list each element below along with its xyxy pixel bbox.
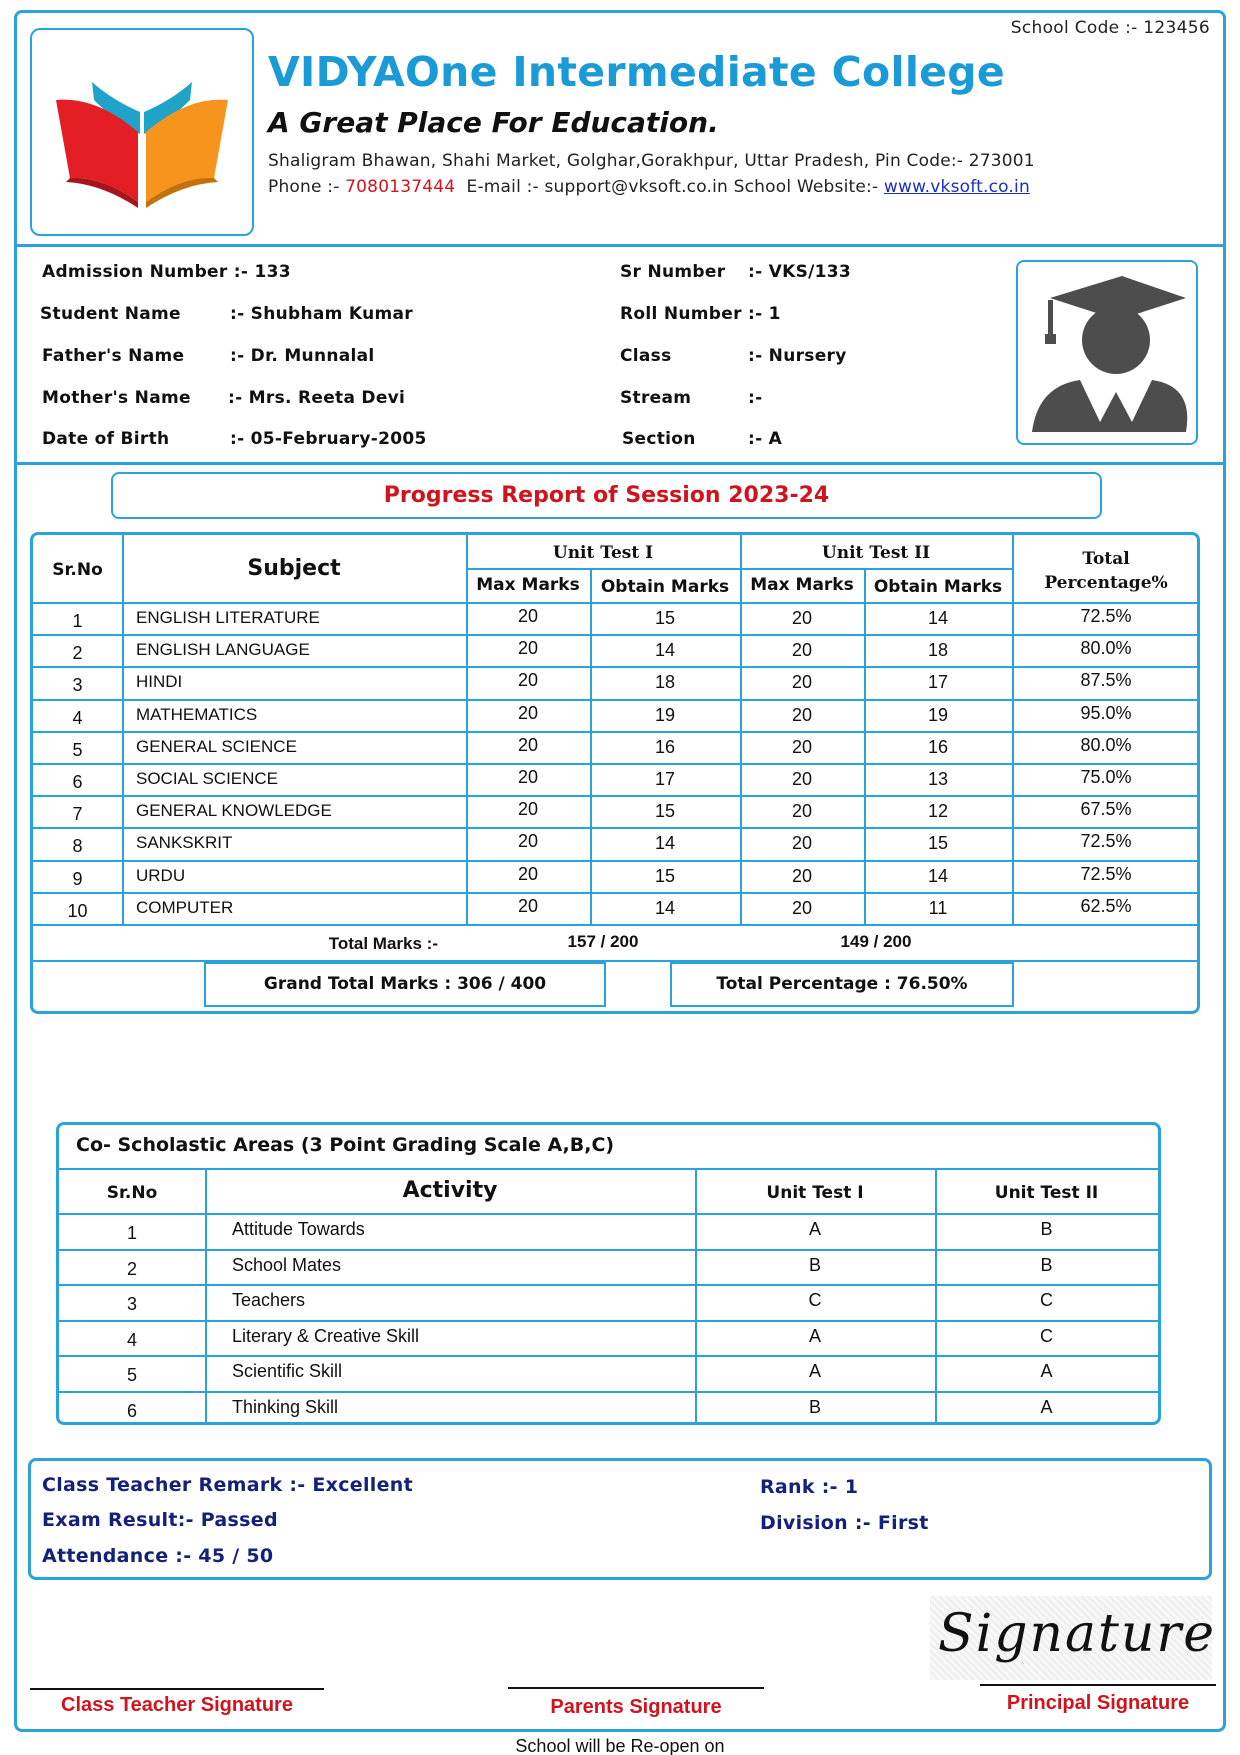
row-percentage: 67.5% [1080, 799, 1132, 820]
phone-number: 7080137444 [345, 177, 456, 197]
table-column-line [122, 535, 124, 924]
section-value: :- A [748, 429, 783, 449]
row-subject: GENERAL KNOWLEDGE [136, 801, 332, 821]
row-srno: 3 [72, 675, 83, 696]
table-header-split-line [466, 568, 1012, 570]
row-ut1-max: 20 [517, 606, 539, 626]
sr-number-value: :- VKS/133 [748, 262, 852, 282]
marks-table [30, 532, 1200, 1014]
header-unit-test-2: Unit Test II [821, 543, 931, 563]
row-ut2-max: 20 [791, 801, 813, 822]
co-row-ut2: A [1040, 1361, 1053, 1382]
table-row-line [33, 666, 1197, 668]
co-row-srno: 5 [126, 1365, 137, 1386]
row-subject: MATHEMATICS [136, 704, 258, 724]
co-header-line [59, 1213, 1158, 1215]
row-subject: HINDI [136, 672, 183, 692]
row-ut1-obtain: 17 [654, 769, 676, 789]
mother-name-value: :- Mrs. Reeta Devi [228, 388, 406, 408]
row-ut1-obtain: 14 [654, 640, 676, 661]
co-row-srno: 3 [126, 1294, 137, 1315]
co-row-activity: Attitude Towards [232, 1219, 365, 1239]
row-ut1-max: 20 [517, 702, 539, 723]
co-row-activity: Teachers [232, 1290, 306, 1311]
co-row-ut1: B [808, 1254, 821, 1275]
row-srno: 1 [72, 611, 83, 631]
dob-value: :- 05-February-2005 [230, 429, 427, 449]
row-srno: 4 [72, 707, 83, 728]
table-row-line [33, 731, 1197, 733]
row-ut2-obtain: 14 [927, 608, 949, 628]
section-label: Section [622, 429, 696, 449]
row-srno: 7 [72, 804, 83, 825]
roll-number: Roll Number :- 1 [620, 304, 781, 324]
row-subject: SANKSKRIT [136, 833, 233, 853]
parents-signature-label: Parents Signature [550, 1696, 722, 1718]
student-photo [1016, 260, 1198, 445]
table-row-line [33, 892, 1197, 894]
co-row-ut2: B [1040, 1254, 1053, 1275]
co-row-activity: Thinking Skill [232, 1397, 339, 1417]
row-ut1-obtain: 15 [654, 865, 676, 886]
row-ut2-obtain: 16 [927, 736, 949, 757]
header-total-line1: Total [1082, 549, 1130, 569]
teacher-remark: Class Teacher Remark :- Excellent [42, 1474, 413, 1496]
co-row-ut2: A [1040, 1397, 1053, 1417]
row-ut2-max: 20 [791, 672, 813, 693]
school-address: Shaligram Bhawan, Shahi Market, Golghar,Gorakhpur, Uttar Pradesh, Pin Code:- 273001 [268, 151, 1035, 171]
row-ut2-obtain: 18 [927, 640, 949, 661]
co-row-activity: Scientific Skill [232, 1361, 343, 1382]
row-srno: 5 [72, 739, 83, 760]
row-ut1-max: 20 [517, 895, 539, 916]
table-row-line [33, 763, 1197, 765]
dob-label: Date of Birth [42, 429, 170, 449]
row-ut1-max: 20 [517, 734, 539, 755]
total-marks-label: Total Marks :- [328, 934, 438, 953]
row-percentage: 80.0% [1080, 638, 1132, 659]
table-row-line [33, 699, 1197, 701]
principal-signature-line [980, 1684, 1216, 1686]
co-row-line [59, 1284, 1158, 1286]
row-ut1-max: 20 [517, 638, 539, 659]
header-ut2-obtain: Obtain Marks [873, 577, 1003, 597]
rank: Rank :- 1 [760, 1476, 859, 1498]
school-logo [30, 28, 254, 236]
row-percentage: 72.5% [1080, 606, 1132, 626]
table-header-bottom-line [33, 602, 1197, 604]
header-ut2-max: Max Marks [750, 575, 854, 595]
co-row-ut1: A [808, 1325, 821, 1346]
row-ut2-obtain: 11 [928, 897, 948, 918]
header-divider [14, 244, 1226, 247]
row-percentage: 72.5% [1080, 863, 1132, 884]
row-subject: ENGLISH LITERATURE [136, 608, 320, 627]
row-ut1-obtain: 19 [654, 704, 676, 725]
row-ut2-max: 20 [791, 608, 813, 628]
row-srno: 9 [72, 868, 83, 889]
signature-handwriting: Signature [938, 1604, 1217, 1664]
row-percentage: 75.0% [1080, 767, 1132, 787]
header-srno: Sr.No [52, 560, 103, 580]
table-row-line [33, 827, 1197, 829]
co-header-activity: Activity [402, 1178, 498, 1203]
co-row-line [59, 1391, 1158, 1393]
co-column-line [205, 1168, 207, 1422]
header-ut1-obtain: Obtain Marks [600, 577, 730, 597]
row-percentage: 80.0% [1080, 734, 1132, 755]
school-contact [268, 177, 1030, 197]
row-srno: 2 [72, 643, 83, 664]
school-tagline: A Great Place For Education. [268, 106, 719, 139]
row-ut1-obtain: 16 [654, 736, 676, 757]
principal-signature-image [930, 1596, 1217, 1680]
class-teacher-signature-label: Class Teacher Signature [61, 1694, 293, 1716]
parents-signature-line [508, 1687, 764, 1689]
row-ut1-obtain: 14 [654, 833, 676, 854]
class-label: Class [620, 346, 672, 366]
reopen-note: School will be Re-open on [515, 1736, 725, 1755]
row-ut2-max: 20 [791, 640, 813, 661]
co-row-ut1: B [808, 1397, 821, 1417]
class-teacher-signature-line [30, 1688, 324, 1690]
row-percentage: 62.5% [1080, 895, 1132, 916]
row-ut2-max: 20 [791, 897, 813, 918]
email-and-website-label: E-mail :- support@vksoft.co.in School Website:- [455, 177, 884, 197]
row-ut1-max: 20 [517, 863, 539, 884]
row-percentage: 87.5% [1080, 670, 1132, 691]
row-subject: URDU [136, 865, 186, 885]
book-logo-icon [32, 30, 252, 234]
row-ut2-obtain: 14 [927, 865, 949, 886]
row-subject: COMPUTER [136, 897, 234, 917]
co-header-ut2: Unit Test II [994, 1183, 1099, 1203]
grand-total-marks: Grand Total Marks : 306 / 400 [204, 962, 606, 1007]
principal-signature-label: Principal Signature [1006, 1692, 1190, 1714]
row-ut2-obtain: 12 [927, 801, 949, 822]
row-ut1-max: 20 [517, 670, 539, 691]
row-ut1-obtain: 15 [654, 608, 676, 628]
row-ut2-max: 20 [791, 833, 813, 854]
header-total-line2: Percentage% [1044, 573, 1168, 593]
sr-number-label: Sr Number [620, 262, 726, 282]
header-unit-test-1: Unit Test I [552, 543, 654, 563]
co-header-srno: Sr.No [106, 1183, 158, 1203]
co-row-line [59, 1355, 1158, 1357]
row-ut1-obtain: 18 [654, 672, 676, 693]
row-ut1-max: 20 [517, 831, 539, 852]
class-value: :- Nursery [748, 346, 847, 366]
student-info-divider [14, 462, 1226, 465]
row-ut1-max: 20 [517, 767, 539, 787]
row-subject: GENERAL SCIENCE [136, 736, 297, 756]
co-row-ut2: B [1040, 1219, 1053, 1239]
row-ut2-obtain: 17 [927, 672, 949, 693]
row-ut1-obtain: 15 [654, 801, 676, 822]
header-ut1-max: Max Marks [476, 575, 580, 595]
row-srno: 8 [72, 836, 83, 857]
co-header-ut1: Unit Test I [766, 1183, 864, 1203]
student-name-label: Student Name [40, 304, 181, 324]
father-name-value: :- Dr. Munnalal [230, 346, 375, 366]
co-row-line [59, 1249, 1158, 1251]
attendance: Attendance :- 45 / 50 [42, 1545, 274, 1567]
table-row-line [33, 795, 1197, 797]
ut2-total: 149 / 200 [840, 932, 912, 951]
co-row-srno: 2 [126, 1258, 137, 1279]
row-srno: 10 [67, 900, 88, 921]
co-row-ut2: C [1040, 1325, 1053, 1346]
total-percentage: Total Percentage : 76.50% [670, 962, 1014, 1007]
row-ut2-obtain: 15 [927, 833, 949, 854]
header-subject: Subject [247, 556, 341, 581]
row-percentage: 72.5% [1080, 831, 1132, 852]
table-row-line [33, 860, 1197, 862]
session-title: Progress Report of Session 2023-24 [111, 472, 1102, 519]
co-title-line [59, 1168, 1158, 1170]
co-row-line [59, 1320, 1158, 1322]
co-row-ut1: A [808, 1219, 821, 1239]
row-ut2-max: 20 [791, 769, 813, 789]
co-row-srno: 6 [126, 1401, 137, 1421]
row-ut1-obtain: 14 [654, 897, 676, 918]
row-subject: SOCIAL SCIENCE [136, 769, 279, 788]
co-row-activity: Literary & Creative Skill [232, 1325, 420, 1346]
row-srno: 6 [72, 772, 83, 792]
school-code: School Code :- 123456 [1010, 18, 1210, 38]
co-scholastic-table [56, 1122, 1161, 1425]
row-subject: ENGLISH LANGUAGE [136, 640, 310, 660]
table-row-line [33, 634, 1197, 636]
co-row-srno: 1 [126, 1223, 137, 1243]
row-ut2-obtain: 19 [927, 704, 949, 725]
row-ut2-obtain: 13 [927, 769, 949, 789]
father-name-label: Father's Name [42, 346, 185, 366]
admission-number: Admission Number :- 133 [42, 262, 291, 282]
division: Division :- First [760, 1512, 929, 1534]
co-row-ut1: A [808, 1361, 821, 1382]
graduate-avatar-icon [1018, 262, 1196, 443]
co-scholastic-title: Co- Scholastic Areas (3 Point Grading Scale A,B,C) [76, 1134, 615, 1156]
mother-name-label: Mother's Name [42, 388, 191, 408]
row-ut2-max: 20 [791, 865, 813, 886]
row-ut2-max: 20 [791, 704, 813, 725]
phone-label: Phone :- [268, 177, 346, 197]
ut1-total: 157 / 200 [567, 932, 639, 951]
row-percentage: 95.0% [1080, 702, 1132, 723]
exam-result: Exam Result:- Passed [42, 1509, 278, 1531]
student-name-value: :- Shubham Kumar [230, 304, 413, 324]
co-row-srno: 4 [126, 1329, 137, 1350]
stream-value: :- [748, 388, 763, 408]
stream-label: Stream [620, 388, 692, 408]
row-ut1-max: 20 [517, 799, 539, 820]
website-link[interactable]: www.vksoft.co.in [883, 177, 1030, 197]
co-row-ut1: C [808, 1290, 822, 1311]
school-name: VIDYAOne Intermediate College [268, 48, 1006, 96]
table-total-line [33, 924, 1197, 926]
row-ut2-max: 20 [791, 736, 813, 757]
co-row-activity: School Mates [232, 1254, 342, 1275]
co-row-ut2: C [1040, 1290, 1053, 1311]
